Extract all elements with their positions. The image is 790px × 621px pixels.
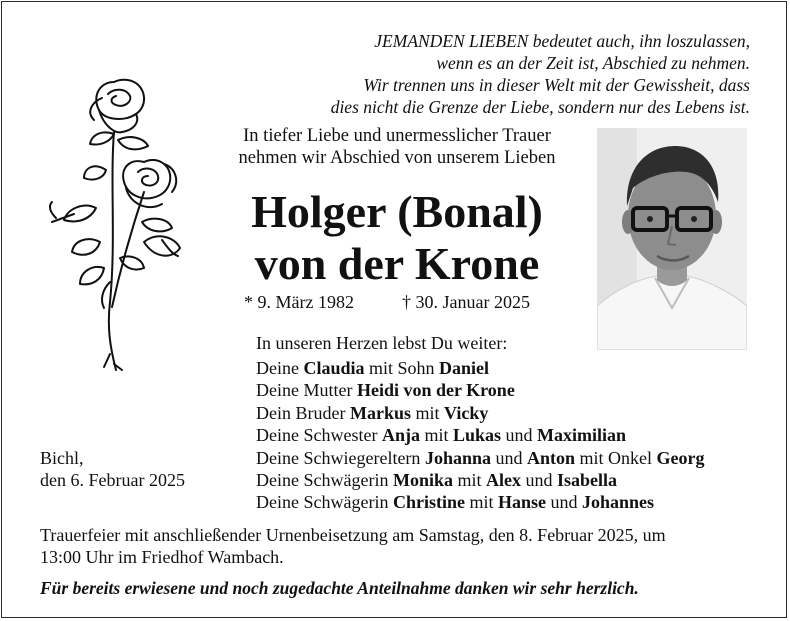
ceremony-line: 13:00 Uhr im Friedhof Wambach.	[40, 547, 284, 567]
death-date: † 30. Januar 2025	[402, 292, 530, 312]
mourner-line	[256, 469, 704, 491]
thanks-line: Für bereits erwiesene und noch zugedachte Anteilnahme danken wir sehr herzlich.	[40, 578, 639, 598]
mourner-relation: und	[545, 492, 582, 513]
quote-line: wenn es an der Zeit ist, Abschied zu nehmen.	[436, 53, 750, 73]
opening-quote	[250, 30, 750, 118]
mourner-relation: mit	[452, 470, 486, 491]
mourner-name: Alex	[485, 470, 521, 491]
intro-line: nehmen wir Abschied von unserem Lieben	[238, 148, 556, 168]
rose-illustration	[44, 72, 204, 372]
place-date: den 6. Februar 2025	[40, 470, 185, 491]
deceased-name-line-1: Holger (Bonal)	[251, 186, 543, 237]
mourner-line	[256, 491, 704, 513]
intro-line: In tiefer Liebe und unermesslicher Trauer	[243, 126, 551, 146]
mourner-relation: mit	[411, 402, 445, 423]
mourner-line	[256, 357, 704, 379]
mourner-name: Heidi von der Krone	[356, 380, 515, 401]
mourner-relation: Dein Bruder	[256, 402, 350, 423]
mourners-list	[256, 357, 704, 514]
mourner-relation: Deine	[256, 358, 304, 378]
mourner-name: Johannes	[581, 492, 655, 513]
mourner-relation: mit	[464, 492, 498, 513]
in-our-hearts-line: In unseren Herzen lebst Du weiter:	[256, 333, 508, 353]
deceased-name-line-2: von der Krone	[254, 238, 540, 289]
mourner-name: Claudia	[303, 358, 365, 378]
mourner-name: Christine	[392, 492, 465, 513]
deceased-name	[222, 186, 572, 290]
mourner-name: Maximilian	[537, 425, 627, 446]
mourner-relation: mit Sohn	[364, 358, 440, 378]
mourner-relation: Deine Schwägerin	[256, 470, 393, 491]
place-town: Bichl,	[40, 448, 84, 468]
quote-line: JEMANDEN LIEBEN bedeutet auch, ihn loszulassen,	[374, 31, 750, 51]
mourner-relation: mit Onkel	[575, 447, 657, 468]
birth-date: * 9. März 1982	[244, 292, 354, 312]
mourner-name: Markus	[349, 402, 411, 423]
portrait-photo	[597, 128, 747, 350]
mourner-name: Lukas	[453, 425, 502, 446]
mourner-relation: Deine Schwester	[256, 425, 382, 446]
mourner-name: Daniel	[439, 358, 490, 378]
mourner-name: Anton	[526, 447, 575, 468]
mourner-relation: Deine Schwägerin	[256, 492, 393, 513]
mourner-name: Monika	[392, 470, 453, 491]
mourner-line	[256, 424, 704, 446]
mourner-relation: und	[520, 470, 557, 491]
mourner-relation: und	[501, 425, 538, 446]
place-and-date	[40, 447, 185, 492]
mourner-line	[256, 379, 704, 401]
mourner-relation: Deine Mutter	[256, 380, 357, 401]
mourner-name: Johanna	[424, 447, 491, 468]
quote-line: Wir trennen uns in dieser Welt mit der Gewissheit, dass	[363, 75, 750, 95]
mourner-name: Isabella	[556, 470, 617, 491]
intro-text	[222, 125, 572, 169]
quote-line: dies nicht die Grenze der Liebe, sondern nur des Lebens ist.	[330, 97, 750, 117]
mourner-name: Hanse	[497, 492, 546, 513]
mourner-relation: mit	[419, 425, 453, 446]
mourner-line	[256, 402, 704, 424]
ceremony-info	[40, 524, 750, 568]
mourner-relation: Deine Schwiegereltern	[256, 447, 425, 468]
mourner-line	[256, 447, 704, 469]
mourner-name: Anja	[381, 425, 420, 446]
mourner-name: Vicky	[444, 402, 489, 423]
mourner-name: Georg	[656, 447, 705, 468]
mourner-relation: und	[490, 447, 527, 468]
ceremony-line: Trauerfeier mit anschließender Urnenbeisetzung am Samstag, den 8. Februar 2025, um	[40, 525, 666, 545]
